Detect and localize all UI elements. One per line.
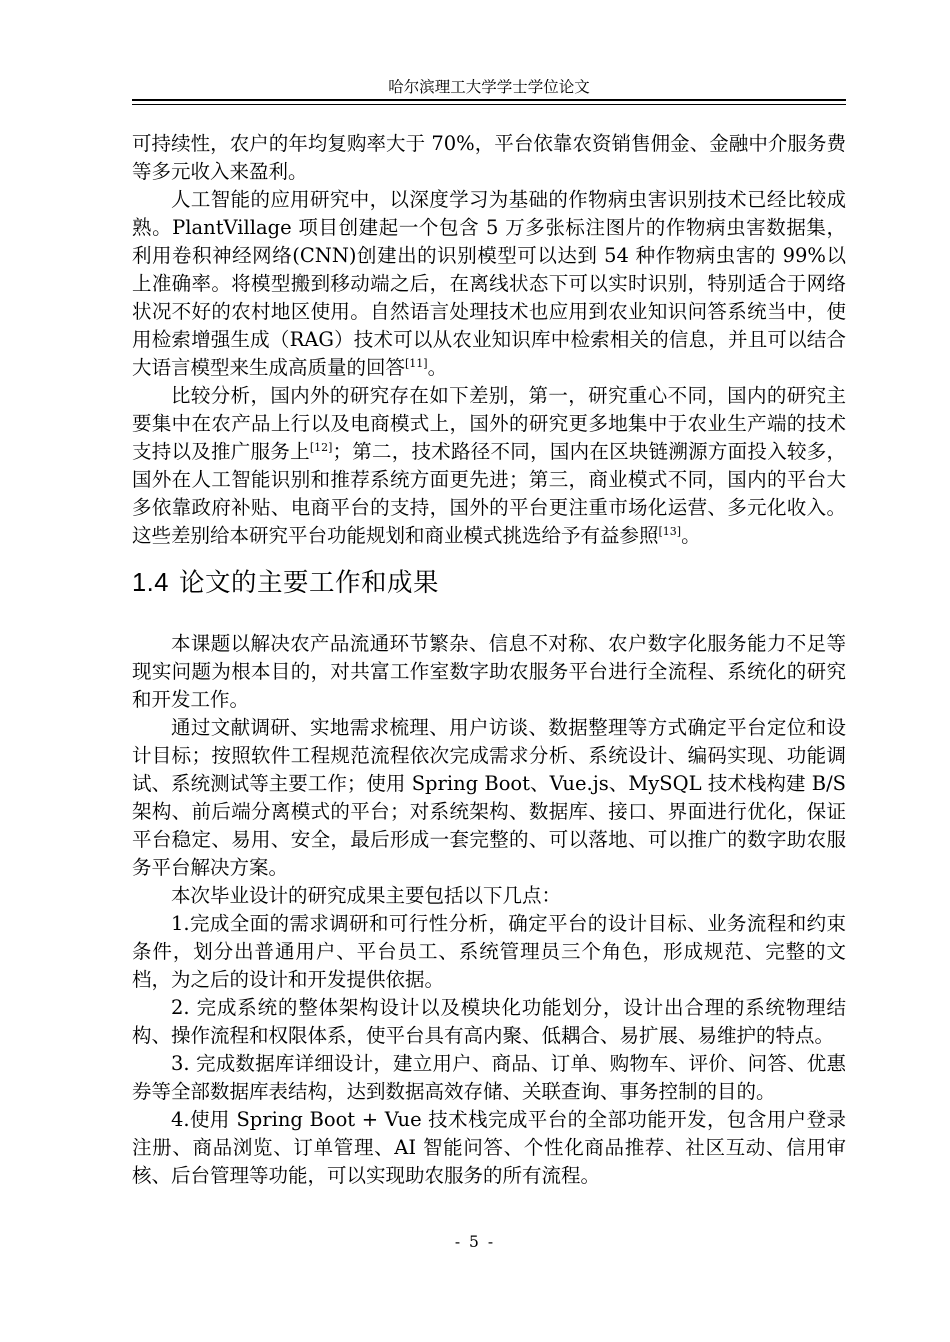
citation-11[interactable]: [11] xyxy=(405,356,428,370)
list-item-result-1: 1.完成全面的需求调研和可行性分析，确定平台的设计目标、业务流程和约束条件，划分出普通用户、平台员工、系统管理员三个角色，形成规范、完整的文档，为之后的设计和开发提供依据。 xyxy=(132,912,846,991)
header-rule-thick xyxy=(132,99,846,101)
paragraph-results-intro: 本次毕业设计的研究成果主要包括以下几点： xyxy=(171,884,562,907)
header-rule-thin xyxy=(132,104,846,105)
paragraph-comparison: 比较分析，国内外的研究存在如下差别，第一，研究重心不同，国内的研究主要集中在农产品上行以及电商模式上，国外的研究更多地集中于农业生产端的技术支持以及推广服务上[12]；第二，技术路径不同，国内在区块链溯源方面投入较多，国外在人工智能识别和推荐系统方面更先进；第三，商业模式不同，国内的平台大多依靠政府补贴、电商平台的支持，国外的平台更注重市场化运营、多元化收入。这些差别给本研究平台功能规划和商业模式挑选给予有益参照[13]。 xyxy=(132,384,846,547)
section-title: 论文的主要工作和成果 xyxy=(178,568,439,598)
page-number: - 5 - xyxy=(454,1233,496,1251)
list-item-result-3: 3. 完成数据库详细设计，建立用户、商品、订单、购物车、评价、问答、优惠券等全部数据库表结构，达到数据高效存储、关联查询、事务控制的目的。 xyxy=(132,1052,846,1103)
page-body xyxy=(132,130,846,1190)
section-number: 1.4 xyxy=(132,569,169,597)
citation-12[interactable]: [12] xyxy=(309,440,333,454)
list-item-result-4: 4.使用 Spring Boot + Vue 技术栈完成平台的全部功能开发，包含用户登录注册、商品浏览、订单管理、AI 智能问答、个性化商品推荐、社区互动、信用审核、后台管理等功能，可以实现助农服务的所有流程。 xyxy=(132,1108,846,1187)
paragraph-continuation: 可持续性，农户的年均复购率大于 70%，平台依靠农资销售佣金、金融中介服务费等多元收入来盈利。 xyxy=(132,132,846,183)
paragraph-method: 通过文献调研、实地需求梳理、用户访谈、数据整理等方式确定平台定位和设计目标；按照软件工程规范流程依次完成需求分析、系统设计、编码实现、功能调试、系统测试等主要工作；使用 Spring Boot、Vue.js、MySQL 技术栈构建 B/S 架构、前后端分离模式的平台；对系统架构、数据库、接口、界面进行优化，保证平台稳定、易用、安全，最后形成一套完整的、可以落地、可以推广的数字助农服务平台解决方案。 xyxy=(132,716,846,879)
section-heading xyxy=(132,566,846,600)
running-header: 哈尔滨理工大学学士学位论文 xyxy=(388,78,590,96)
list-item-result-2: 2. 完成系统的整体架构设计以及模块化功能划分，设计出合理的系统物理结构、操作流程和权限体系，使平台具有高内聚、低耦合、易扩展、易维护的特点。 xyxy=(132,996,846,1047)
paragraph-purpose: 本课题以解决农产品流通环节繁杂、信息不对称、农户数字化服务能力不足等现实问题为根本目的，对共富工作室数字助农服务平台进行全流程、系统化的研究和开发工作。 xyxy=(132,632,846,711)
citation-13[interactable]: [13] xyxy=(658,524,682,538)
paragraph-ai-research: 人工智能的应用研究中，以深度学习为基础的作物病虫害识别技术已经比较成熟。PlantVillage 项目创建起一个包含 5 万多张标注图片的作物病虫害数据集，利用卷积神经网络(CNN)创建出的识别模型可以达到 54 种作物病虫害的 99%以上准确率。将模型搬到移动端之后，在离线状态下可以实时识别，特别适合于网络状况不好的农村地区使用。自然语言处理技术也应用到农业知识问答系统当中，使用检索增强生成（RAG）技术可以从农业知识库中检索相关的信息，并且可以结合大语言模型来生成高质量的回答[11]。 xyxy=(132,188,846,379)
